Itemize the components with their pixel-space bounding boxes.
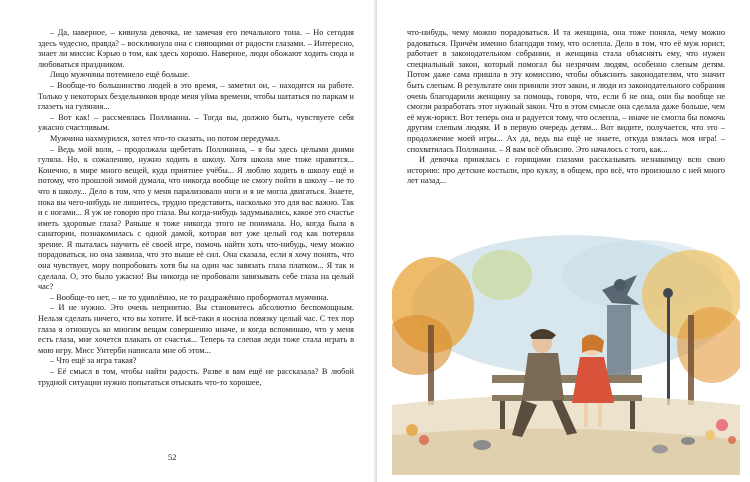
page-number: 52 <box>168 452 177 462</box>
paragraph: – И не нужно. Это очень неприятно. Вы становитесь абсолютно беспомощным. Нельзя сделать ничего, что вы хотите. И всё-таки я носила повязку целый час. С тех пор глаза я отношусь ко многим вещам совершенно иначе, и когда вспоминаю, что у меня есть глаза, мне хочется плакать от счастья... Теперь та слепая леди тоже стала играть в мою игру. Мисс Унтерби написала мне об этом... <box>38 303 354 355</box>
paragraph: – Вообще-то большинство людей в это время, – заметил он, – находятся на работе. Только у некоторых бездельников вроде меня уйма времени, чтобы шататься по паркам и глазеть на гуляния... <box>38 80 354 112</box>
park-bench-illustration <box>392 235 740 475</box>
park-bench-illustration-icon <box>392 235 740 475</box>
paragraph: – Её смысл в том, чтобы найти радость. Разве я вам ещё не рассказала? В любой трудной ситуации нужно попытаться отыскать что-то хорошее, <box>38 367 354 387</box>
paragraph: И девочка принялась с горящими глазами рассказывать незнакомцу всю свою историю: про детские костыли, про куклу, в общем, про всё, что произошло с ней много лет назад... <box>407 155 725 186</box>
paragraph: – Ведь мой воля, – продолжала щебетать Поллианна, – я бы здесь целыми днями гуляла. Но, к сожалению, нужно ходить в школу. Хотя школа мне тоже нравится... Конечно, в мире много вещей, куда приятнее учёбы... Я люблю ходить в школу ещё и потому, что прошлой зимой думала, что никогда вообще не смогу пойти в школу – не то что в школу... Дело в том, что у меня парализовало ноги и я не могла двигаться. Знаете, пока вы чего-нибудь не лишитесь, трудно представить, насколько это для вас важно. Так и с ногами... Я уж не говорю про глаза. Вы когда-нибудь задумывались, какое это счастье иметь здоровые глаза? Раньше я тоже никогда этого не понимала. Но, когда была в санатории, познакомилась с одной дамой, которая вот уже целый год как потеряла зрение. Я пыталась научить её своей игре, помочь найти хоть что-нибудь, чему можно порадоваться, но она заявила, что это выше её сил. Она сказала, если я хочу понять, что она чувствует, мору попробовать хотя бы на один час завязать глаза платком... Я так и сделала. О, это было ужасно! Вы никогда не пробовали завязывать себе глаза на целый час? <box>38 144 354 292</box>
right-page <box>377 0 750 482</box>
paragraph: Мужчина нахмурился, хотел что-то сказать, но потом передумал. <box>50 133 281 143</box>
paragraph: – Вот как! – рассмеялась Поллианна. – Тогда вы, должно быть, чувствуете себя ужасно счастливым. <box>38 112 354 133</box>
right-text-column <box>407 28 725 187</box>
paragraph: что-нибудь, чему можно порадоваться. И та женщина, она тоже поняла, чему можно радоваться. Причём именно благодаря тому, что ослепла. Дело в том, что её муж юрист, работает в законодательном собрании, и женщина стала объяснять ему, что нужен специальный закон, который помогал бы незрячим людям, особенно слепым детям. Потом даже сама пришла в эту комиссию, чтобы объяснить законодателям, что значит быть слепым. В результате они приняли этот закон, и люди из законодательного собрания очень благодарили женщину за помощь, говоря, что, если б не она, они бы вообще не смогли разработать этот нужный закон. Что в этом смысле она сделала даже больше, чем её муж-юрист. Вот теперь она и радуется тому, что ослепла, – иначе не смогла бы помочь другим слепым людям. И в первую очередь детям... Вот видите, получается, что это – продолжение моей игры... Ах да, ведь вы ещё не знаете, откуда взялась моя игра! – спохватилась Поллианна. – Я вам всё объясню. Это началось с того, как... <box>407 28 725 154</box>
paragraph: – Что ещё за игра такая? <box>50 356 137 366</box>
paragraph: – Да, наверное, – кивнула девочка, не замечая его печального тона. – Но сегодня здесь чудесно, правда? – воскликнула она с сияющими от радости глазами. – Интересно, знает ли миссис Кэрью о том, как здесь хорошо. Наверное, люди обожают ходить сюда и любоваться праздником. <box>38 28 354 69</box>
paragraph: – Вообще-то нет, – не то удивлённо, не то раздражённо пробормотал мужчина. <box>50 292 329 302</box>
left-text-column <box>38 28 354 388</box>
paragraph: Лицо мужчины потемнело ещё больше. <box>50 70 190 80</box>
